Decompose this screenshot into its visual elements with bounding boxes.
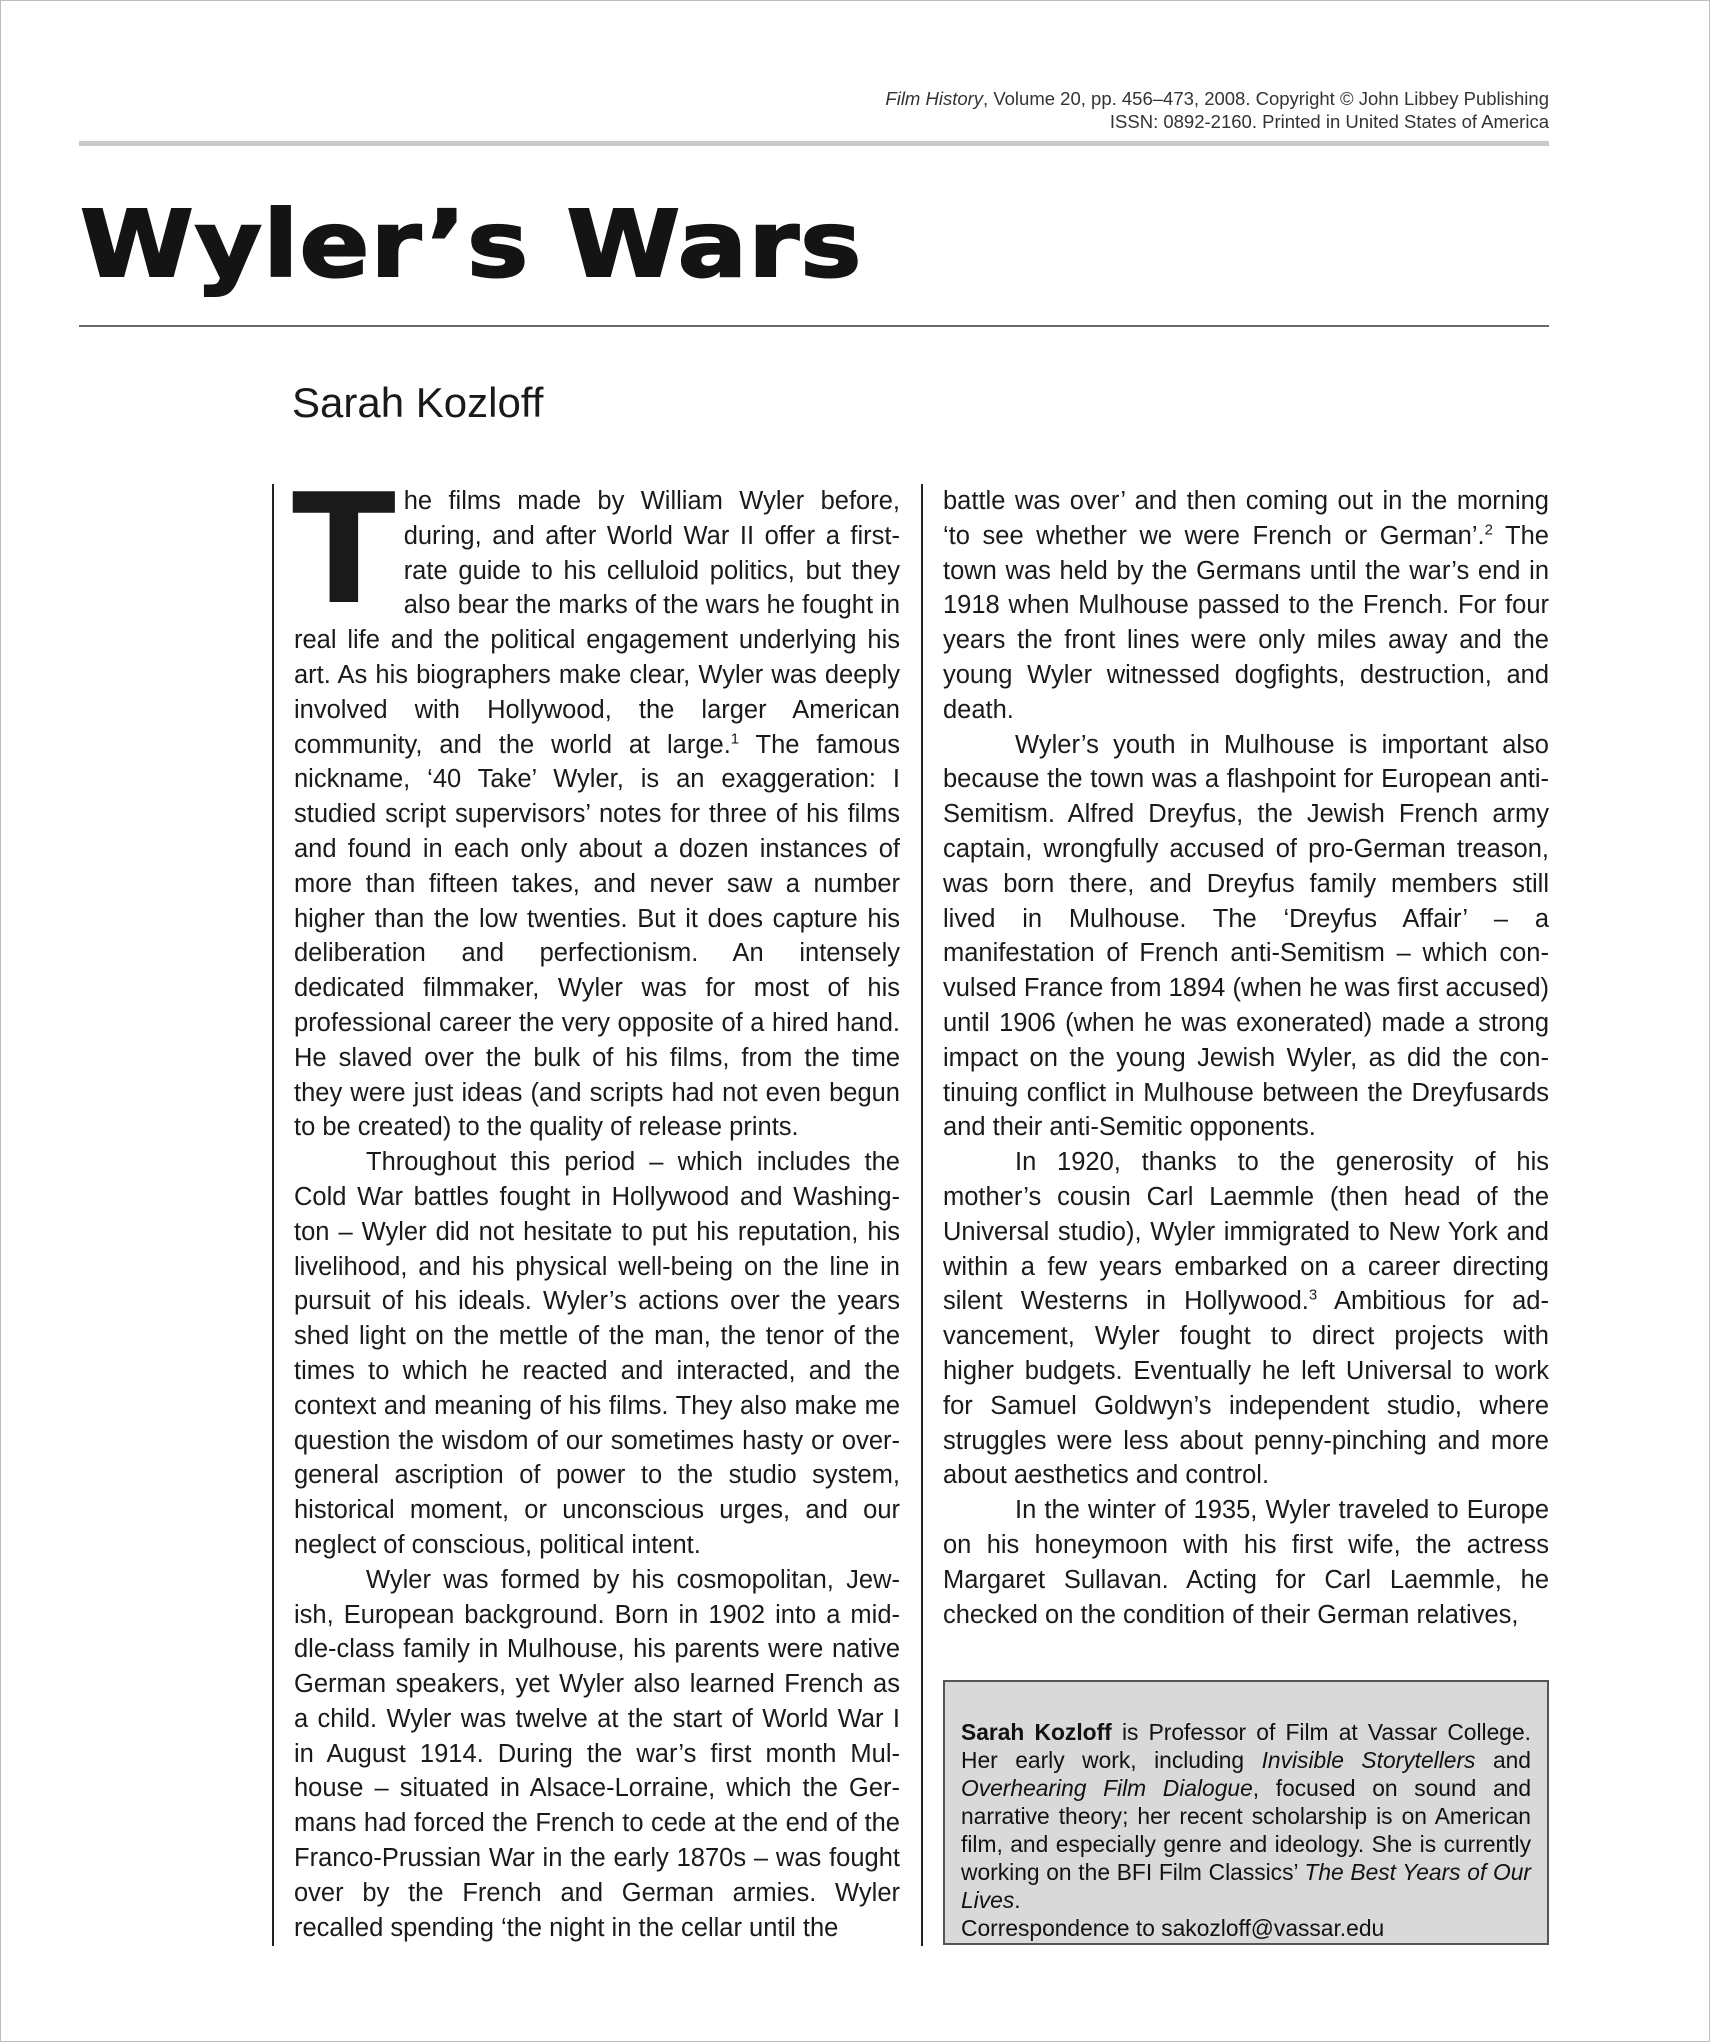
bio-fragment: , focused on sound and narrative theory; her recent scholarship is on American film, and especially genre and ideology. She is currently working on the BFI Film Classics’: [961, 1775, 1531, 1885]
journal-header: [885, 87, 1549, 133]
book-title: The Best Years of Our Lives: [961, 1859, 1531, 1913]
header-rule: [79, 141, 1549, 146]
author-bio-box: [943, 1680, 1549, 1945]
footnote-ref-2[interactable]: 2: [1484, 521, 1493, 539]
book-title: Invisible Storytellers: [1261, 1747, 1476, 1773]
bio-text: [961, 1718, 1531, 1914]
title-rule: [79, 325, 1549, 327]
paragraph: Throughout this period – which includes the Cold War battles fought in Hollywood and Washington – Wyler did not hesitate to put his reputation, his livelihood, and his physical well-being on the line in pursuit of his ideals. Wyler’s actions over the years shed light on the mettle of the man, the tenor of the times to which he reacted and interacted, and the context and meaning of his films. They also make me question the wisdom of our sometimes hasty or over-general ascription of power to the studio system, historical moment, or unconscious urges, and our neglect of conscious, political intent.: [294, 1148, 900, 1559]
bio-fragment: is Professor of Film at Vassar College. Her early work, including: [961, 1719, 1531, 1773]
paragraph: Wyler was formed by his cosmopolitan, Jewish, European background. Born in 1902 into a middle-class family in Mulhouse, his parents were native German speakers, yet Wyler also learned French as a child. Wyler was twelve at the start of World War I in August 1914. During the war’s first month Mulhouse – situated in Alsace-Lorraine, which the Germans had forced the French to cede at the end of the Franco-Prussian War in the early 1870s – was fought over by the French and German armies. Wyler recalled spending ‘the night in the cellar until the: [294, 1565, 900, 1942]
paragraph: [292, 461, 900, 1145]
book-title: Overhearing Film Dialogue: [961, 1775, 1253, 1801]
issn-line: ISSN: 0892-2160. Printed in United States of America: [1109, 111, 1549, 132]
journal-name: Film History: [885, 88, 984, 109]
paragraph-text: battle was over’ and then coming out in the morning ‘to see whether we were French or German’.: [943, 487, 1549, 550]
footnote-ref-1[interactable]: 1: [730, 730, 740, 748]
paragraph-text: The famous nickname, ‘40 Take’ Wyler, is an exaggeration: I studied script supervisors’ notes for three of his films and found in each only about a dozen instances of more than fifteen takes, and never saw a number higher than the low twenties. But it does capture his deliberation and perfectionism. An intensely dedicated filmmaker, Wyler was for most of his professional career the very opposite of a hired hand. He slaved over the bulk of his films, from the time they were just ideas (and scripts had not even begun to be created) to the quality of release prints.: [294, 730, 900, 1142]
paragraph-text: In 1920, thanks to the generosity of his mother’s cousin Carl Laemmle (then head of the Universal studio), Wyler immigrated to New York and within a few years embarked on a career directing silent Westerns in Hollywood.: [943, 1148, 1549, 1316]
correspondence-line[interactable]: Correspondence to sakozloff@vassar.edu: [961, 1915, 1385, 1941]
bio-fragment: .: [1014, 1887, 1021, 1913]
drop-cap: T: [292, 461, 396, 638]
citation-details: , Volume 20, pp. 456–473, 2008. Copyright © John Libbey Publishing: [983, 88, 1549, 109]
bio-author-name: Sarah Kozloff: [961, 1719, 1112, 1745]
paragraph: [943, 1145, 1549, 1493]
paragraph: Wyler’s youth in Mulhouse is important also because the town was a flashpoint for European anti-Semitism. Alfred Dreyfus, the Jewish French army captain, wrongfully accused of pro-German treason, was born there, and Dreyfus family members still lived in Mulhouse. The ‘Dreyfus Affair’ – a manifestation of French anti-Semitism – which convulsed France from 1894 (when he was first accused) until 1906 (when he was exonerated) made a strong impact on the young Jewish Wyler, as did the continuing conflict in Mulhouse between the Dreyfusards and their anti-Semitic opponents.: [943, 730, 1549, 1142]
paragraph: [943, 484, 1549, 728]
paragraph-text: he films made by William Wyler before, during, and after World War II offer a first-rate guide to his celluloid politics, but they also bear the marks of the wars he fought in real life and the political engagement underlying his art. As his biographers make clear, Wyler was deeply involved with Hollywood, the larger American community, and the world at large.: [294, 487, 900, 759]
left-column: [272, 461, 900, 1946]
citation-line: [885, 87, 1549, 110]
footnote-ref-3[interactable]: 3: [1308, 1286, 1318, 1304]
paragraph-text: The town was held by the Germans until the war’s end in 1918 when Mulhouse passed to the French. For four years the front lines were only miles away and the young Wyler witnessed dogfights, destruction, and death.: [943, 521, 1549, 724]
paragraph-text: Ambitious for advancement, Wyler fought to direct projects with higher budgets. Eventually he left Universal to work for Samuel Goldwyn’s independent studio, where struggles were less about penny-pinching and more about aesthetics and control.: [943, 1287, 1549, 1490]
paragraph: In the winter of 1935, Wyler traveled to Europe on his honeymoon with his first wife, the actress Margaret Sullavan. Acting for Carl Laemmle, he checked on the condition of their German relatives,: [943, 1496, 1549, 1629]
author-name: Sarah Kozloff: [292, 379, 544, 426]
bio-fragment: and: [1475, 1747, 1531, 1773]
article-title: Wyler’s Wars: [80, 191, 863, 298]
